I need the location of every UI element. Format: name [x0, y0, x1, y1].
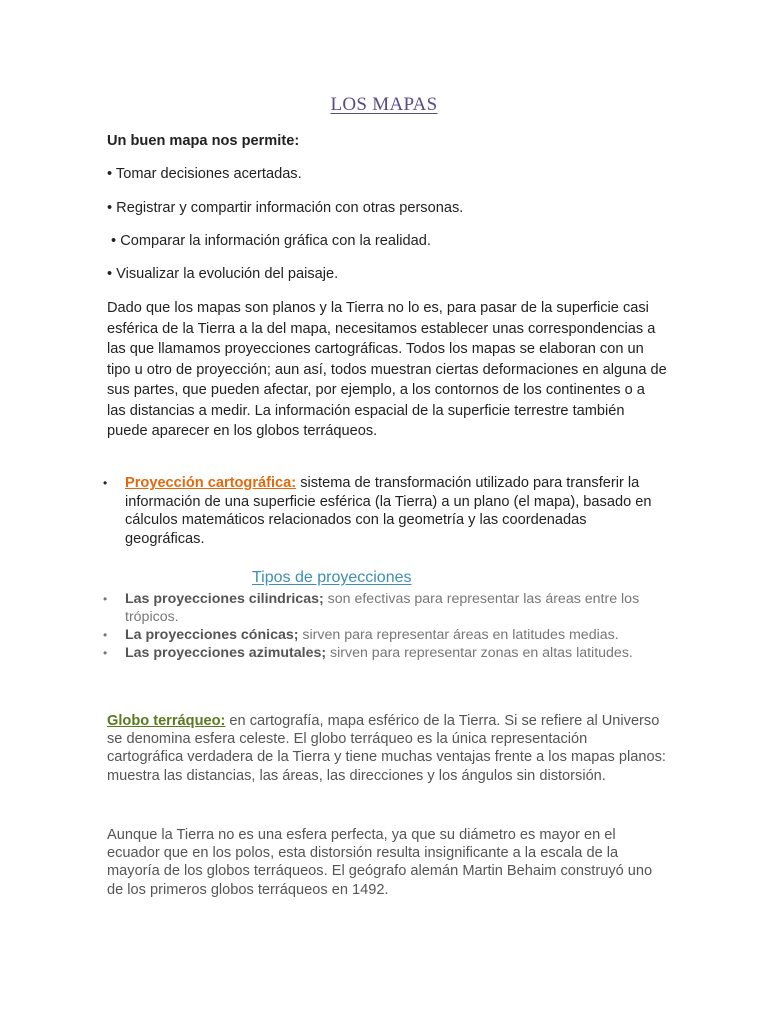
type-term: Las proyecciones azimutales; — [125, 645, 327, 661]
globe-term: Globo terráqueo: — [107, 713, 226, 729]
list-item — [100, 590, 670, 626]
types-title — [252, 569, 412, 587]
types-title-text: Tipos de proyecciones — [252, 569, 412, 586]
closing-paragraph: Aunque la Tierra no es una esfera perfecta, ya que su diámetro es mayor en el ecuador que en los polos, esta distorsión resulta insignificante a la escala de la mayoría de los globos terráqueos. El geógrafo alemán Martin Behaim construyó uno de los primeros globos terráqueos en 1492. — [107, 827, 653, 898]
type-term: Las proyecciones cilindricas; — [125, 591, 324, 607]
globe-text: en cartografía, mapa esférico de la Tierra. Si se refiere al Universo se denomina esfera celeste. El globo terráqueo es la única representación cartográfica verdadera de la Tierra y tiene muchas ventajas frente a los mapas planos: muestra las distancias, las áreas, las direcciones y los ángulos sin distorsión. — [107, 713, 666, 784]
globe-paragraph — [107, 712, 667, 785]
projection-text: sistema de transformación utilizado para transferir la información de una superficie esférica (la Tierra) a un plano (el mapa), basado en cálculos matemáticos relacionados con la geometría y las coordenadas geográficas. — [125, 475, 652, 547]
list-item — [100, 644, 670, 662]
types-list — [100, 590, 670, 662]
bullet-glyph: • — [103, 628, 108, 642]
intro-paragraph: Dado que los mapas son planos y la Tierra no lo es, para pasar de la superficie casi esférica de la Tierra a la del mapa, necesitamos establecer unas correspondencias a las que llamamos proyecciones cartográficas. Todos los mapas se elaboran con un tipo u otro de proyección; aun así, todos muestran ciertas deformaciones en alguna de sus partes, que pueden afectar, por ejemplo, a los contornos de los continentes o a las distancias a medir. La información espacial de la superficie terrestre también puede aparecer en los globos terráqueos. — [107, 300, 667, 439]
page-title — [0, 94, 768, 116]
type-text: son efectivas para representar las áreas entre los trópicos. — [125, 591, 640, 625]
intro-heading: Un buen mapa nos permite: — [107, 133, 300, 149]
projection-term: Proyección cartográfica: — [125, 475, 297, 491]
bullet-item: • Comparar la información gráfica con la realidad. — [107, 233, 431, 249]
type-text: sirven para representar zonas en altas latitudes. — [326, 645, 633, 661]
bullet-item: • Visualizar la evolución del paisaje. — [107, 266, 339, 282]
projection-list — [100, 474, 670, 548]
bullet-glyph: • — [103, 646, 108, 660]
bullet-item: • Registrar y compartir información con otras personas. — [107, 200, 464, 216]
type-term: La proyecciones cónicas; — [125, 627, 299, 643]
page-title-text: LOS MAPAS — [330, 94, 438, 115]
bullet-glyph: • — [103, 476, 108, 490]
type-text: sirven para representar áreas en latitudes medias. — [298, 627, 619, 643]
bullet-glyph: • — [103, 592, 108, 606]
bullet-item: • Tomar decisiones acertadas. — [107, 166, 302, 182]
list-item — [100, 474, 670, 548]
list-item — [100, 626, 670, 644]
